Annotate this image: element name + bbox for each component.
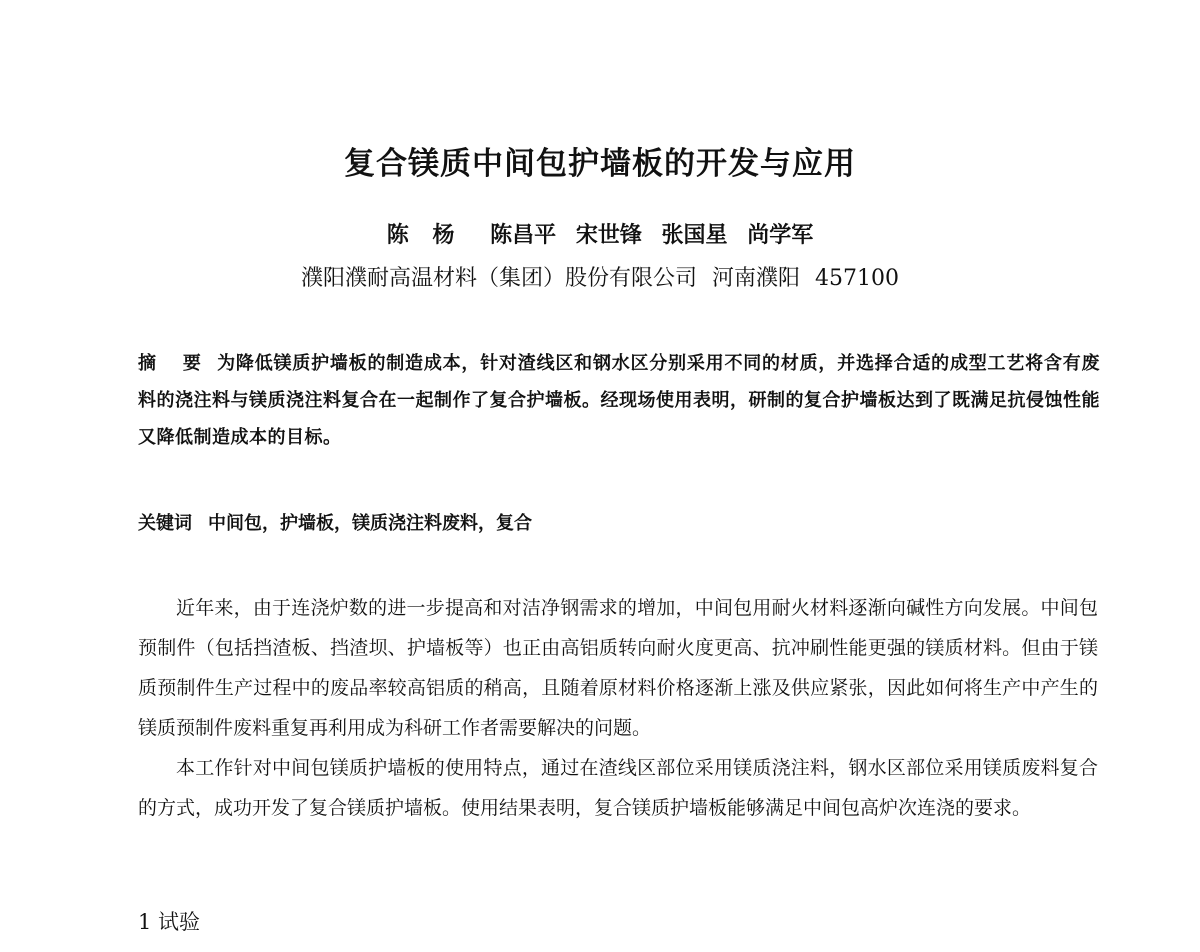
- keywords: [138, 507, 1100, 541]
- introduction-body: [138, 588, 1098, 828]
- author-name: 张国星: [661, 222, 728, 248]
- paper-title: 复合镁质中间包护墙板的开发与应用: [344, 146, 856, 182]
- affiliation-postcode: 457100: [815, 266, 899, 291]
- author-name: 尚学军: [747, 222, 814, 248]
- author-name: 陈昌平: [490, 222, 557, 248]
- affiliation-org: 濮阳濮耐高温材料（集团）股份有限公司: [300, 266, 697, 291]
- author-name: 宋世锋: [575, 222, 642, 248]
- body-paragraph: 本工作针对中间包镁质护墙板的使用特点，通过在渣线区部位采用镁质浇注料，钢水区部位采用镁质废料复合的方式，成功开发了复合镁质护墙板。使用结果表明，复合镁质护墙板能够满足中间包高炉次连浇的要求。: [138, 757, 1098, 819]
- abstract: [138, 345, 1100, 456]
- abstract-label: 摘 要: [138, 353, 212, 374]
- author-list: [0, 218, 1200, 252]
- abstract-text: 为降低镁质护墙板的制造成本，针对渣线区和钢水区分别采用不同的材质，并选择合适的成型工艺将含有废料的浇注料与镁质浇注料复合在一起制作了复合护墙板。经现场使用表明，研制的复合护墙板达到了既满足抗侵蚀性能又降低制造成本的目标。: [138, 353, 1100, 448]
- affiliation-location: 河南濮阳: [712, 266, 801, 291]
- keywords-text: 中间包，护墙板，镁质浇注料废料，复合: [208, 513, 532, 534]
- author-affiliation: [0, 262, 1200, 296]
- body-paragraph: 近年来，由于连浇炉数的进一步提高和对洁净钢需求的增加，中间包用耐火材料逐渐向碱性方向发展。中间包预制件（包括挡渣板、挡渣坝、护墙板等）也正由高铝质转向耐火度更高、抗冲刷性能更强的镁质材料。但由于镁质预制件生产过程中的废品率较高铝质的稍高，且随着原材料价格逐渐上涨及供应紧张，因此如何将生产中产生的镁质预制件废料重复再利用成为科研工作者需要解决的问题。: [138, 597, 1098, 739]
- section-heading: 1 试验: [138, 910, 201, 934]
- keywords-label: 关键词: [138, 513, 192, 534]
- author-name: 陈 杨: [386, 222, 463, 248]
